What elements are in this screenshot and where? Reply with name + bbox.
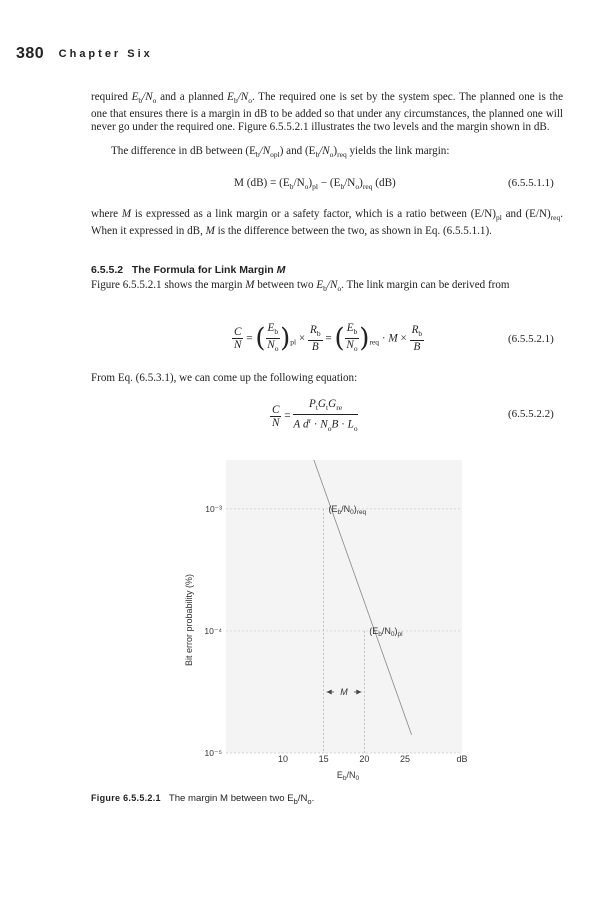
figure-chart xyxy=(178,460,478,790)
y-tick-label: 10⁻³ xyxy=(205,503,222,514)
x-axis-label: $E_b/N_0$ xyxy=(336,770,360,782)
equation-number: (6.5.5.2.2) xyxy=(508,408,554,420)
y-axis-label: Bit error probability (%) xyxy=(184,573,194,667)
annotation-eb-n0-req: $(E_b/N_0)_{req}$ xyxy=(328,503,367,516)
x-tick-label: 20 xyxy=(359,754,370,764)
annotation-margin-m: M xyxy=(340,686,348,697)
y-tick-labels xyxy=(204,504,222,758)
page-number: 380 xyxy=(16,45,45,62)
section-heading: 6.5.5.2 The Formula for Link Margin M xyxy=(91,264,286,276)
x-tick-labels xyxy=(278,754,410,764)
equation-6-5-5-2-1: $\frac{C}{N}$ = ( $\frac{E_b}{N_o}$ )$_{pl}$ × $\frac{R_b}{B}$ = ( $\frac{E_b}{N_o}$ )$_{req} \cdot M$ × $\frac{R_b}{B}$ xyxy=(234,322,423,354)
x-tick-label: 25 xyxy=(400,754,411,764)
y-tick-label: 10⁻⁴ xyxy=(204,625,222,636)
caption-label: Figure 6.5.5.2.1 xyxy=(91,793,161,803)
equation-6-5-5-1-1: M $(dB) = (E_b/N_o)_{pl} - (E_b/N_o)_{req}$ (dB) xyxy=(234,177,396,192)
paragraph-3: where M is expressed as a link margin or a safety factor, which is a ratio between $(E/N)_{pl}$ and $(E/N)_{req}$. When it expressed in dB, M is the difference between the two, as shown in Eq. (6.5.5.1.1). xyxy=(91,208,564,238)
paragraph-1: required $E_b/N_o$ and a planned $E_b/N_o$. The required one is set by the system spec. The planned one is the one that ensures there is a margin in dB to be added so that under any circumstances, the planned one will never go under the required one. Figure 6.5.5.2.1 illustrates the two levels and the margin shown in dB. xyxy=(91,91,563,133)
y-tick-label: 10⁻⁵ xyxy=(204,748,222,758)
paragraph-4: Figure 6.5.5.2.1 shows the margin M between two $E_b/N_o$. The link margin can be derived from xyxy=(91,279,510,294)
equation-6-5-5-2-2: $\frac{C}{N}$ = $\frac{P_tG_tG_{re}}{A d^r \cdot N_oB \cdot L_o}$ xyxy=(272,398,358,434)
x-unit-label: dB xyxy=(456,754,468,764)
figure-caption: Figure 6.5.5.2.1 The margin M between two $E_b/N_o$. xyxy=(91,793,315,806)
x-tick-label: 10 xyxy=(277,754,288,764)
paragraph-5: From Eq. (6.5.3.1), we can come up the following equation: xyxy=(91,372,358,384)
equation-number: (6.5.5.1.1) xyxy=(508,177,554,189)
equation-number: (6.5.5.2.1) xyxy=(508,333,554,345)
x-tick-label: 15 xyxy=(318,754,329,764)
paragraph-2: The difference in dB between $(E_b/N_{opl})$ and $(E_b/N_o)_{req}$ yields the link margin: xyxy=(111,145,450,160)
annotation-eb-n0-pl: $(E_b/N_0)_{pl}$ xyxy=(369,625,403,638)
chapter-title: Chapter Six xyxy=(58,48,153,60)
running-head xyxy=(16,45,153,63)
